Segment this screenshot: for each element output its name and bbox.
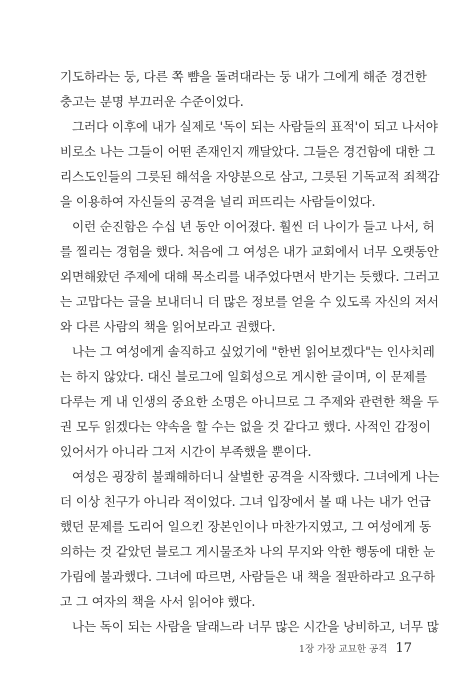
text-line: 비로소 나는 그들이 어떤 존재인지 깨달았다. 그들은 경건함에 대한 그 — [60, 144, 435, 159]
text-line: 다루는 게 내 인생의 중요한 소명은 아니므로 그 주제와 관련한 책을 두 — [60, 394, 439, 409]
text-line: 여성은 굉장히 불쾌해하더니 살벌한 공격을 시작했다. 그녀에게 나는 — [72, 469, 440, 484]
text-line: 를 찔리는 경험을 했다. 처음에 그 여성은 내가 교회에서 너무 오랫동안 — [60, 244, 439, 259]
text-line: 외면해왔던 주제에 대해 목소리를 내주었다면서 반기는 듯했다. 그러고 — [60, 269, 440, 284]
page-footer — [60, 637, 412, 657]
text-line: 나는 독이 되는 사람을 달래느라 너무 많은 시간을 낭비하고, 너무 많 — [72, 619, 439, 634]
text-line: 그러다 이후에 내가 실제로 '독이 되는 사람들의 표적'이 되고 나서야 — [72, 119, 438, 134]
text-line: 더 이상 친구가 아니라 적이었다. 그녀 입장에서 볼 때 나는 내가 언급 — [60, 494, 431, 509]
text-line: 권 모두 읽겠다는 약속을 할 수는 없을 것 같다고 했다. 사적인 감정이 — [60, 419, 431, 434]
text-line: 했던 문제를 도리어 일으킨 장본인이나 마찬가지였고, 그 여성에게 동 — [60, 519, 432, 534]
running-footer-chapter-title: 1장 가장 교묘한 공격 — [298, 644, 388, 655]
text-line: 와 다른 사람의 책을 읽어보라고 권했다. — [60, 319, 276, 334]
text-line: 리스도인들의 그릇된 해석을 자양분으로 삼고, 그릇된 기독교적 죄책감 — [60, 169, 440, 184]
text-line: 기도하라는 둥, 다른 쪽 뺨을 돌려대라는 둥 내가 그에게 해준 경건한 — [60, 69, 427, 84]
text-line: 는 하지 않았다. 대신 블로그에 일회성으로 게시한 글이며, 이 문제를 — [60, 369, 427, 384]
text-line: 가림에 불과했다. 그녀에 따르면, 사람들은 내 책을 절판하라고 요구하 — [60, 569, 435, 584]
text-line: 고 그 여자의 책을 사서 읽어야 했다. — [60, 594, 256, 609]
text-line: 의하는 것 같았던 블로그 게시물조차 나의 무지와 악한 행동에 대한 눈 — [60, 544, 435, 559]
text-line: 나는 그 여성에게 솔직하고 싶었기에 "한번 읽어보겠다"는 인사치레 — [72, 344, 435, 359]
page-number: 17 — [395, 641, 412, 656]
text-line: 는 고맙다는 글을 보내더니 더 많은 정보를 얻을 수 있도록 자신의 저서 — [60, 294, 439, 309]
text-line: 충고는 분명 부끄러운 수준이었다. — [60, 94, 244, 109]
text-line: 을 이용하여 자신들의 공격을 널리 퍼뜨리는 사람들이었다. — [60, 194, 376, 209]
body-text — [60, 64, 440, 639]
text-line: 있어서가 아니라 그저 시간이 부족했을 뿐이다. — [60, 444, 312, 459]
text-line: 이런 순진함은 수십 년 동안 이어졌다. 훨씬 더 나이가 들고 나서, 허 — [72, 219, 435, 234]
